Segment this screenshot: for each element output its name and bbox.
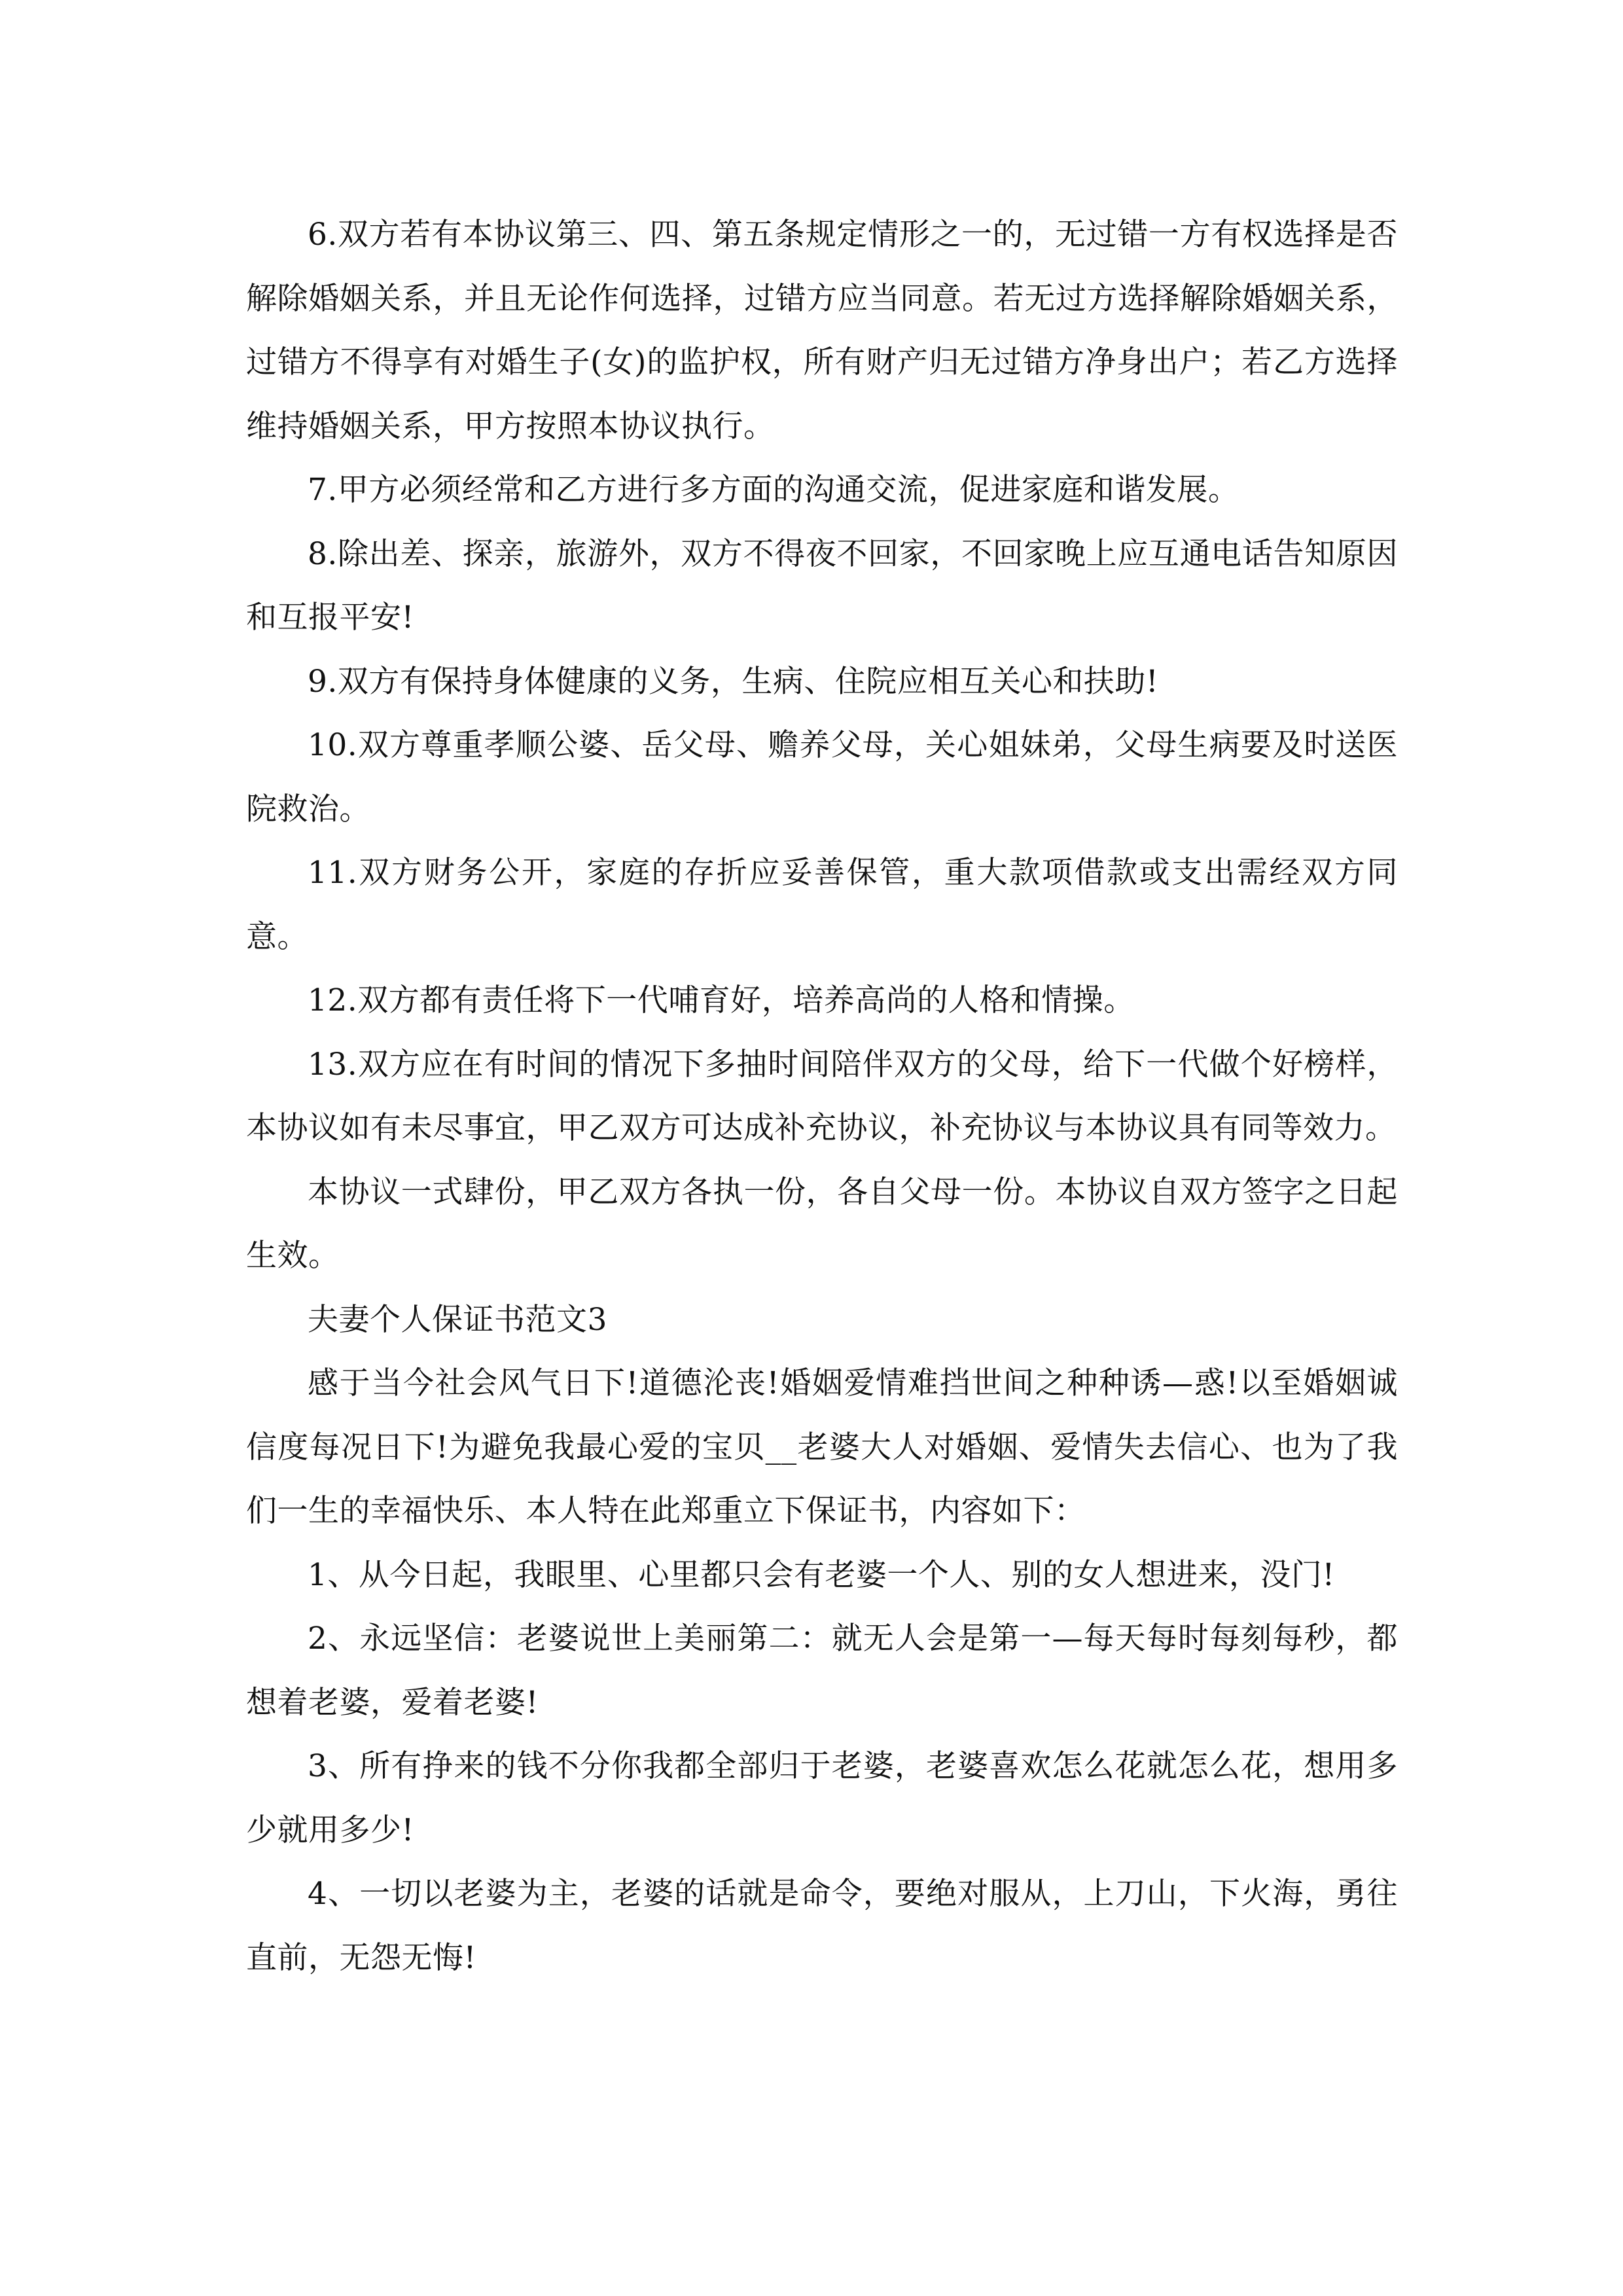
agreement-closing: 本协议一式肆份，甲乙双方各执一份，各自父母一份。本协议自双方签字之日起生效。	[246, 1174, 1398, 1274]
section-heading: 夫妻个人保证书范文3	[308, 1301, 607, 1338]
paragraph-item-13: 13.双方应在有时间的情况下多抽时间陪伴双方的父母，给下一代做个好榜样，本协议如有未尽事宜，甲乙双方可达成补充协议，补充协议与本协议具有同等效力。	[246, 1046, 1398, 1146]
paragraph-item-10: 10.双方尊重孝顺公婆、岳父母、赡养父母，关心姐妹弟，父母生病要及时送医院救治。	[246, 727, 1398, 827]
paragraph-item-12: 12.双方都有责任将下一代哺育好，培养高尚的人格和情操。	[308, 982, 1135, 1018]
paragraph-item-9: 9.双方有保持身体健康的义务，生病、住院应相互关心和扶助!	[308, 663, 1159, 700]
pledge-item-3: 3、所有挣来的钱不分你我都全部归于老婆，老婆喜欢怎么花就怎么花，想用多少就用多少!	[246, 1748, 1398, 1848]
pledge-item-2: 2、永远坚信：老婆说世上美丽第二：就无人会是第一—每天每时每刻每秒，都想着老婆，爱着老婆!	[246, 1621, 1398, 1721]
paragraph-item-11: 11.双方财务公开，家庭的存折应妥善保管，重大款项借款或支出需经双方同意。	[246, 855, 1398, 955]
pledge-item-4: 4、一切以老婆为主，老婆的话就是命令，要绝对服从，上刀山，下火海，勇往直前，无怨无悔!	[246, 1876, 1398, 1976]
paragraph-item-6: 6.双方若有本协议第三、四、第五条规定情形之一的，无过错一方有权选择是否解除婚姻关系，并且无论作何选择，过错方应当同意。若无过方选择解除婚姻关系，过错方不得享有对婚生子(女)的监护权，所有财产归无过错方净身出户；若乙方选择维持婚姻关系，甲方按照本协议执行。	[246, 217, 1398, 444]
paragraph-item-7: 7.甲方必须经常和乙方进行多方面的沟通交流，促进家庭和谐发展。	[308, 472, 1240, 508]
pledge-intro: 感于当今社会风气日下!道德沦丧!婚姻爱情难挡世间之种种诱—惑!以至婚姻诚信度每况日下!为避免我最心爱的宝贝__老婆大人对婚姻、爱情失去信心、也为了我们一生的幸福快乐、本人特在此郑重立下保证书，内容如下：	[246, 1365, 1398, 1529]
document-body	[246, 203, 1398, 1990]
paragraph-item-8: 8.除出差、探亲，旅游外，双方不得夜不回家，不回家晚上应互通电话告知原因和互报平安!	[246, 535, 1398, 636]
pledge-item-1: 1、从今日起，我眼里、心里都只会有老婆一个人、别的女人想进来，没门!	[308, 1556, 1335, 1593]
